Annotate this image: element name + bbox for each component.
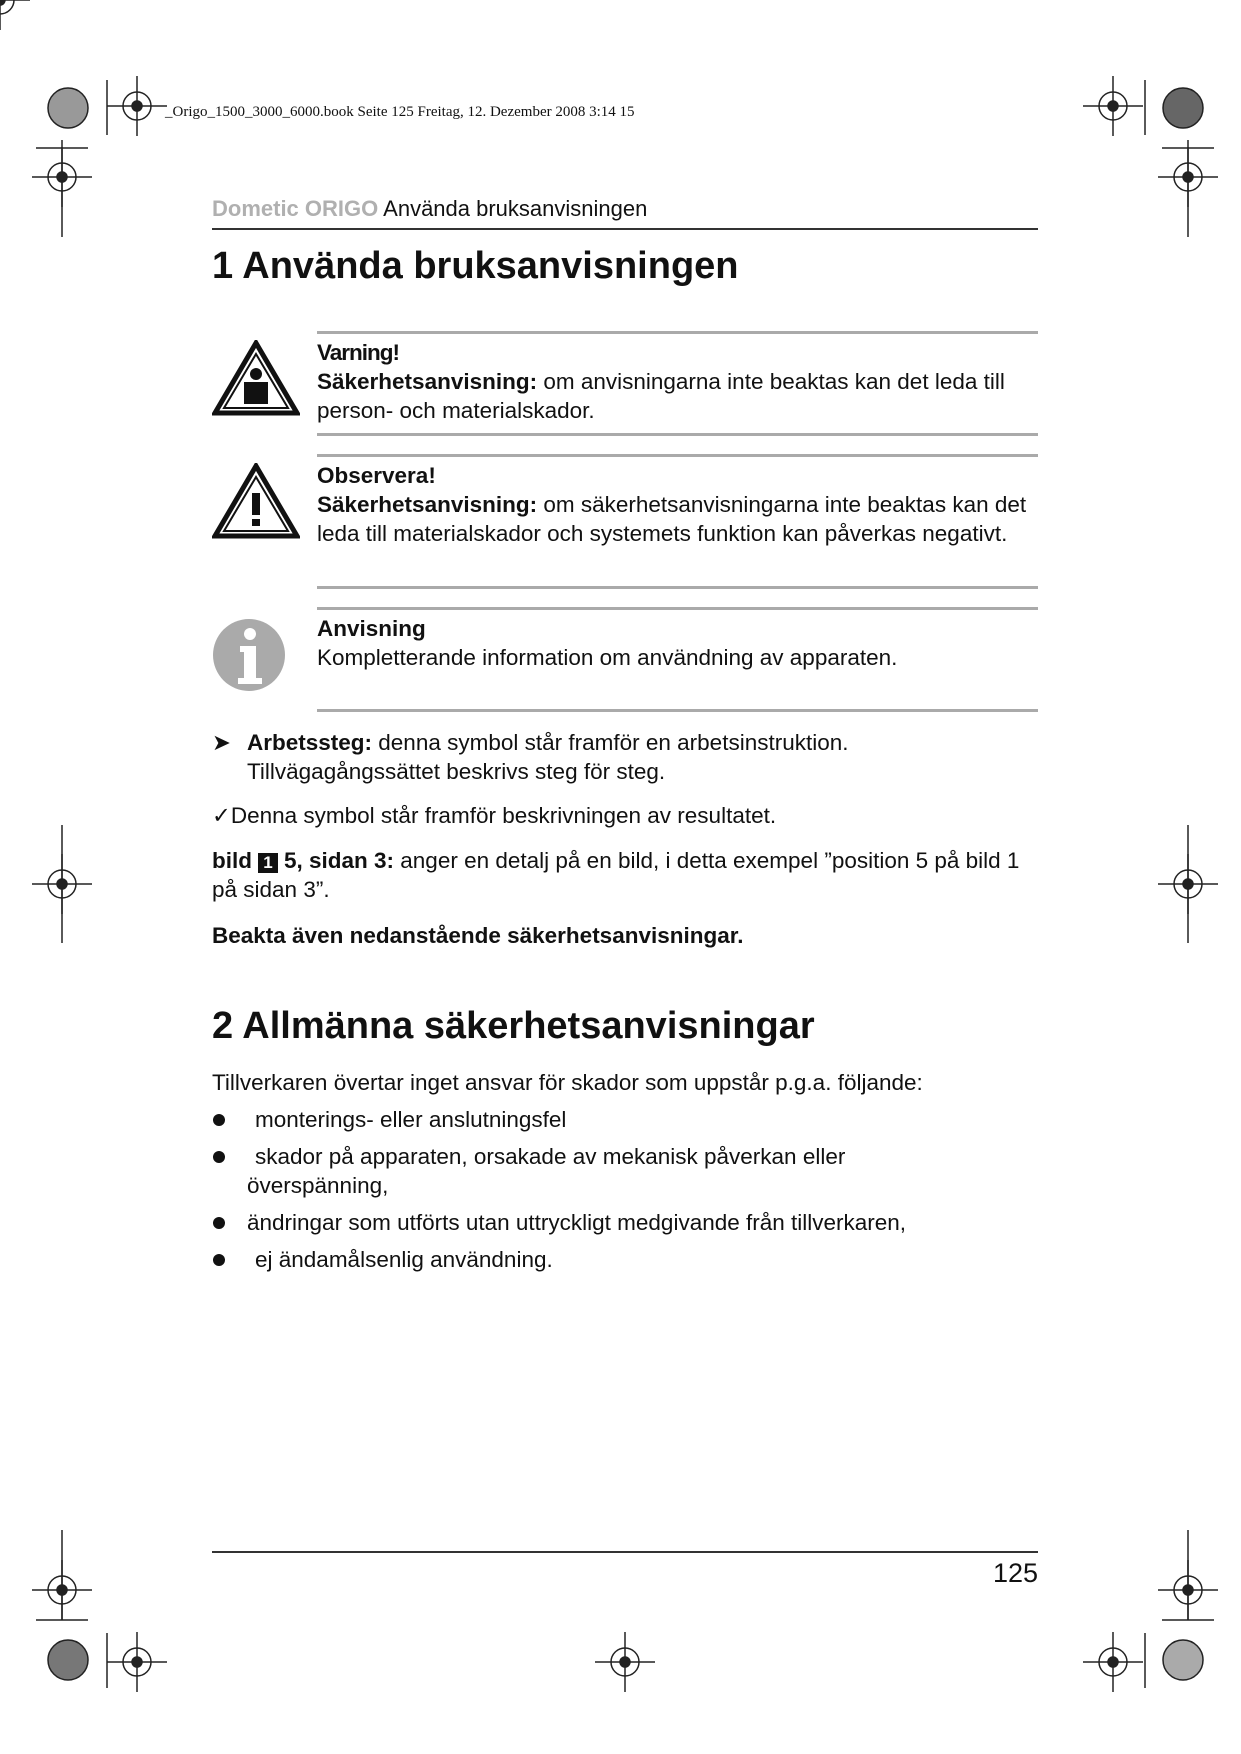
- note-text: Kompletterande information om användning av apparaten.: [317, 645, 898, 670]
- caution-text: [317, 490, 1037, 548]
- note-title: Anvisning: [317, 616, 426, 641]
- section-2-title: 2 Allmänna säkerhetsanvisningar: [212, 1005, 815, 1047]
- divider: [317, 709, 1038, 712]
- caution-exclamation-icon: [212, 463, 300, 539]
- page-number: 125: [992, 1558, 1038, 1588]
- warning-text: [317, 367, 1037, 425]
- warning-body: om anvisningarna inte beaktas kan det leda till person- och materialskador.: [317, 369, 1005, 423]
- figure-label: bild: [212, 848, 252, 873]
- figure-reference-text: anger en detalj på en bild, i detta exempel ”position 5 på bild 1 på sidan 3”.: [212, 848, 1020, 902]
- step-label: Arbetssteg:: [247, 730, 373, 755]
- list-item: skador på apparaten, orsakade av mekanisk påverkan eller överspänning,: [247, 1144, 846, 1198]
- bullet-icon: [213, 1217, 225, 1229]
- safety-note: Beakta även nedanstående säkerhetsanvisningar.: [212, 923, 744, 948]
- info-icon: [212, 618, 286, 692]
- divider: [317, 607, 1038, 610]
- result-line: [212, 801, 776, 830]
- bullet-icon: [213, 1114, 225, 1126]
- caution-body: om säkerhetsanvisningarna inte beaktas kan det leda till materialskador och systemets funktion kan påverkas negativt.: [317, 492, 1027, 546]
- bullet-icon: [213, 1151, 225, 1163]
- warning-title: Varning!: [317, 340, 400, 365]
- list-item: ej ändamålsenlig användning.: [255, 1247, 553, 1272]
- step-text: [247, 728, 1037, 786]
- step-body-2: Tillvägagångssättet beskrivs steg för steg.: [247, 759, 666, 784]
- list-item: monterings- eller anslutningsfel: [255, 1107, 567, 1132]
- section-2-intro: Tillverkaren övertar inget ansvar för skador som uppstår p.g.a. följande:: [212, 1070, 923, 1095]
- divider: [317, 331, 1038, 334]
- result-text: Denna symbol står framför beskrivningen av resultatet.: [230, 803, 777, 828]
- header-rule: [212, 228, 1038, 230]
- footer-rule: [212, 1551, 1038, 1553]
- caution-label: Säkerhetsanvisning:: [317, 492, 538, 517]
- figure-number-box: 1: [258, 853, 277, 873]
- divider: [317, 454, 1038, 457]
- bullet-icon: [213, 1254, 225, 1266]
- checkmark-icon: ✓: [212, 803, 231, 828]
- figure-reference: [212, 846, 1038, 904]
- print-header: _Origo_1500_3000_6000.book Seite 125 Freitag, 12. Dezember 2008 3:14 15: [165, 104, 635, 120]
- warning-person-icon: [212, 340, 300, 416]
- warning-label: Säkerhetsanvisning:: [317, 369, 538, 394]
- figure-position-label: 5, sidan 3:: [277, 848, 395, 873]
- caution-title: Observera!: [317, 463, 436, 488]
- running-header-section: Använda bruksanvisningen: [383, 196, 648, 221]
- running-header: [212, 196, 647, 222]
- section-1-title: 1 Använda bruksanvisningen: [212, 245, 739, 287]
- step-arrow-icon: ➤: [212, 730, 231, 755]
- step-body: denna symbol står framför en arbetsinstruktion.: [372, 730, 849, 755]
- list-item: ändringar som utförts utan uttryckligt medgivande från tillverkaren,: [247, 1210, 907, 1235]
- divider: [317, 586, 1038, 589]
- brand-name: Dometic ORIGO: [212, 196, 379, 221]
- divider: [317, 433, 1038, 436]
